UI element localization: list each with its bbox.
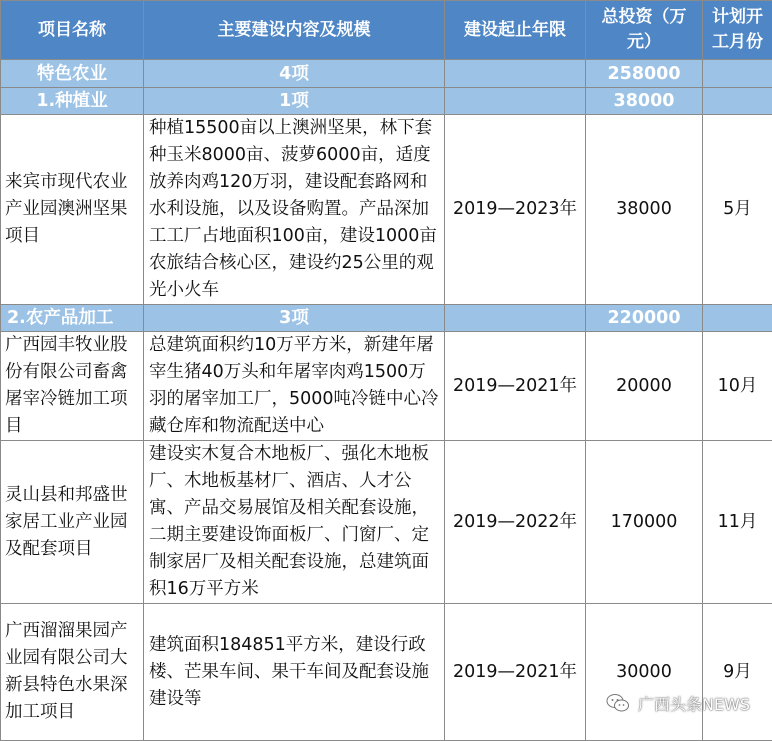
table-row bbox=[1, 604, 772, 741]
summary-label: 特色农业 bbox=[1, 60, 144, 88]
summary-count: 4项 bbox=[144, 60, 445, 88]
group-label: 2.农产品加工 bbox=[1, 305, 144, 332]
project-investment: 30000 bbox=[586, 604, 703, 741]
group-row bbox=[1, 305, 772, 332]
project-content: 建筑面积184851平方米，建设行政楼、芒果车间、果干车间及配套设施建设等 bbox=[144, 604, 445, 741]
project-years: 2019—2021年 bbox=[445, 604, 586, 741]
group-count: 3项 bbox=[144, 305, 445, 332]
project-month: 9月 bbox=[703, 604, 772, 741]
group-investment: 38000 bbox=[586, 88, 703, 115]
project-content: 总建筑面积约10万平方米，新建年屠宰生猪40万头和年屠宰肉鸡1500万羽的屠宰加工厂，5000吨冷链中心冷藏仓库和物流配送中心 bbox=[144, 332, 445, 441]
table-row bbox=[1, 115, 772, 305]
table-row bbox=[1, 332, 772, 441]
project-years: 2019—2023年 bbox=[445, 115, 586, 305]
table-row bbox=[1, 441, 772, 604]
project-investment: 38000 bbox=[586, 115, 703, 305]
project-content: 种植15500亩以上澳洲坚果，林下套种玉米8000亩、菠萝6000亩，适度放养肉鸡120万羽，建设配套路网和水利设施，以及设备购置。产品深加工工厂占地面积100亩，建设1000亩农旅结合核心区，建设约25公里的观光小火车 bbox=[144, 115, 445, 305]
summary-row bbox=[1, 60, 772, 88]
summary-investment: 258000 bbox=[586, 60, 703, 88]
wechat-icon bbox=[606, 692, 630, 714]
watermark-text: 广西头条NEWS bbox=[638, 692, 750, 715]
project-name: 广西园丰牧业股份有限公司畜禽屠宰冷链加工项目 bbox=[1, 332, 144, 441]
header-row bbox=[1, 1, 772, 60]
project-name: 灵山县和邦盛世家居工业产业园及配套项目 bbox=[1, 441, 144, 604]
project-month: 10月 bbox=[703, 332, 772, 441]
project-name: 来宾市现代农业产业园澳洲坚果项目 bbox=[1, 115, 144, 305]
group-count: 1项 bbox=[144, 88, 445, 115]
project-month: 5月 bbox=[703, 115, 772, 305]
project-investment: 170000 bbox=[586, 441, 703, 604]
header-project-name: 项目名称 bbox=[1, 1, 144, 60]
group-investment: 220000 bbox=[586, 305, 703, 332]
group-row bbox=[1, 88, 772, 115]
project-name: 广西溜溜果园产业园有限公司大新县特色水果深加工项目 bbox=[1, 604, 144, 741]
group-label: 1.种植业 bbox=[1, 88, 144, 115]
project-content: 建设实木复合木地板厂、强化木地板厂、木地板基材厂、酒店、人才公寓、产品交易展馆及相关配套设施，二期主要建设饰面板厂、门窗厂、定制家居厂及相关配套设施，总建筑面积16万平方米 bbox=[144, 441, 445, 604]
watermark bbox=[606, 690, 750, 716]
header-month: 计划开工月份 bbox=[703, 1, 772, 60]
project-years: 2019—2022年 bbox=[445, 441, 586, 604]
project-month: 11月 bbox=[703, 441, 772, 604]
header-years: 建设起止年限 bbox=[445, 1, 586, 60]
header-investment: 总投资（万元） bbox=[586, 1, 703, 60]
project-investment: 20000 bbox=[586, 332, 703, 441]
project-years: 2019—2021年 bbox=[445, 332, 586, 441]
header-content: 主要建设内容及规模 bbox=[144, 1, 445, 60]
